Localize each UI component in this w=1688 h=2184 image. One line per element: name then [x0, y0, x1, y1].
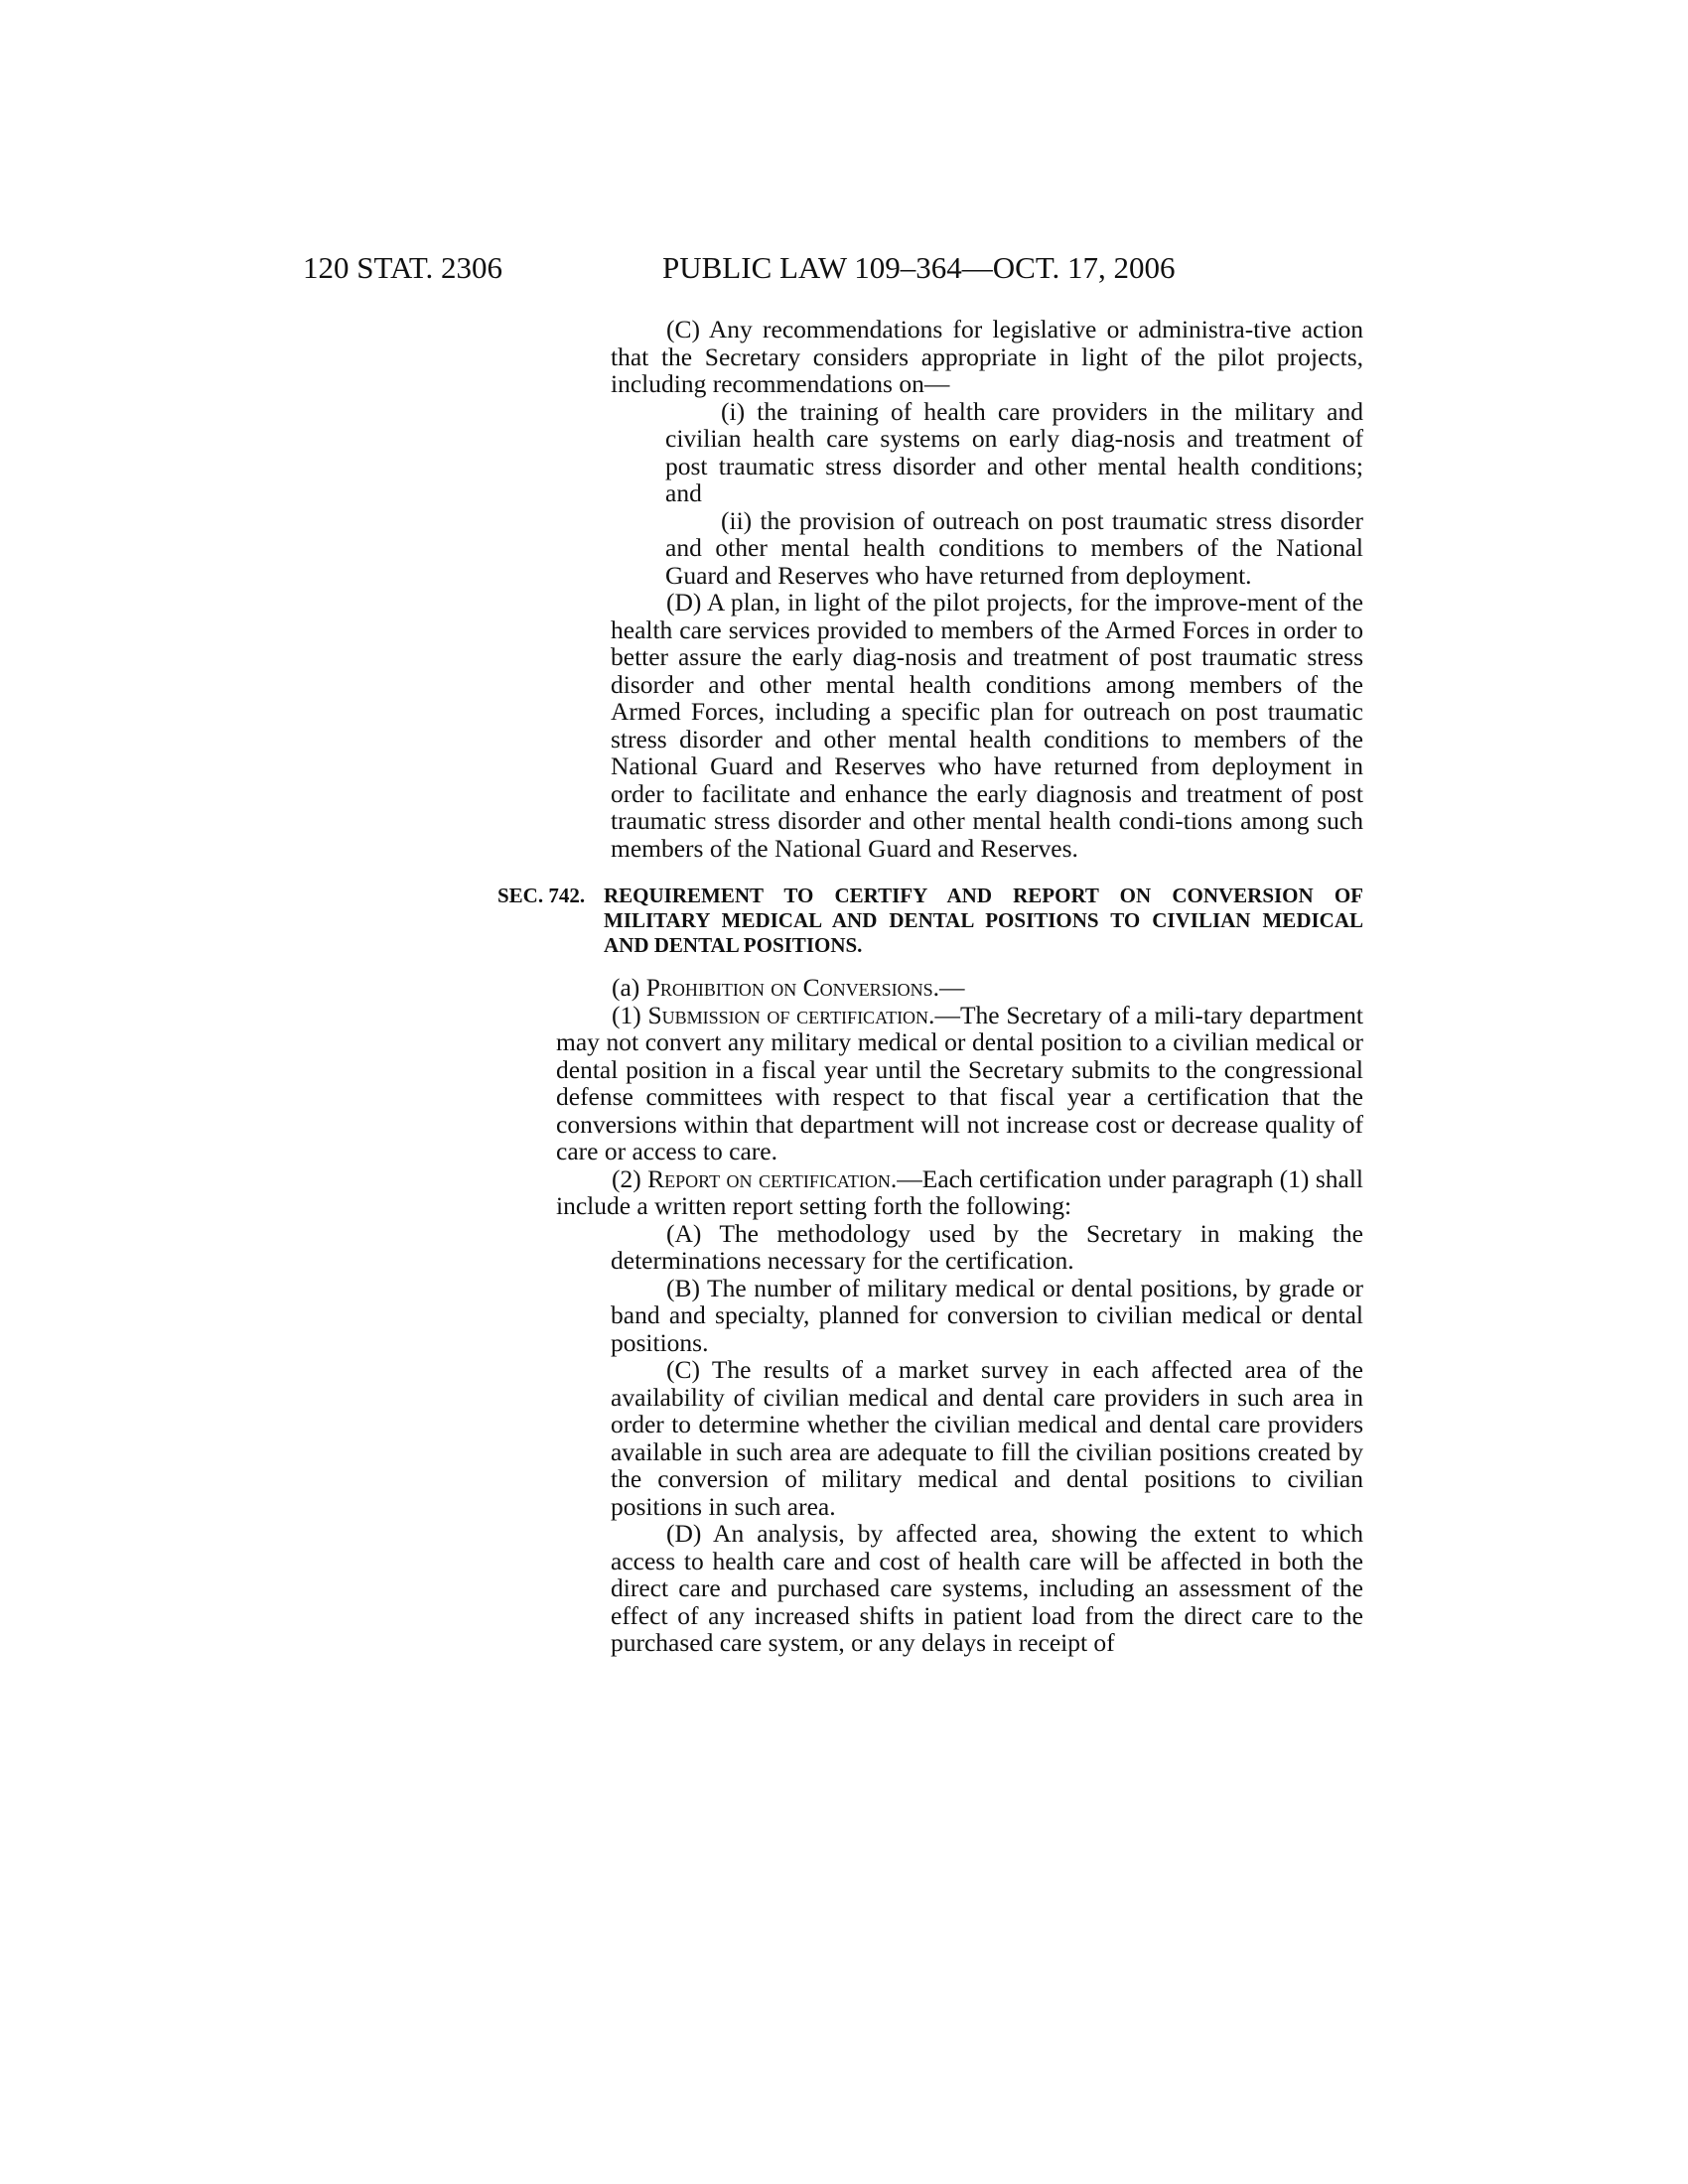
- statute-page-reference: 120 STAT. 2306: [303, 250, 503, 285]
- paragraph-d-plan: (D) A plan, in light of the pilot projects, for the improve-ment of the health care services provided to members of the Armed Forces in order to better assure the early diag-nosis and treatment of post traumatic stress disorder and other mental health conditions among members of the Armed Forces, including a specific plan for outreach on post traumatic stress disorder and other mental health conditions to members of the National Guard and Reserves who have returned from deployment in order to facilitate and enhance the early diagnosis and treatment of post traumatic stress disorder and other mental health condi-tions among such members of the National Guard and Reserves.: [611, 588, 1363, 863]
- body-text: [497, 315, 1363, 1657]
- clause-c-i: (i) the training of health care providers in the military and civilian health care systems on early diag-nosis and treatment of post traumatic stress disorder and other mental health conditions; and: [665, 396, 1363, 507]
- subsection-a: [556, 974, 1363, 1002]
- subsection-a-heading: Prohibition on Conversions.—: [645, 973, 965, 1002]
- subparagraph-d: (D) An analysis, by affected area, showing the extent to which access to health care and cost of health care will be affected in both the direct care and purchased care systems, including an assessment of the effect of any increased shifts in patient load from the direct care to the purchased care system, or any delays in receipt of: [611, 1519, 1363, 1657]
- section-number: SEC. 742.: [497, 884, 586, 907]
- paragraph-1: [556, 1002, 1363, 1165]
- section-heading: [497, 884, 1363, 958]
- subparagraph-b: (B) The number of military medical or dental positions, by grade or band and specialty, planned for conversion to civilian medical or dental positions.: [611, 1273, 1363, 1357]
- paragraph-2-heading: Report on certification.: [647, 1163, 898, 1193]
- paragraph-2-label: (2): [612, 1163, 641, 1193]
- clause-c-ii: (ii) the provision of outreach on post traumatic stress disorder and other mental health conditions to members of the National Guard and Reserves who have returned from deployment.: [665, 505, 1363, 590]
- paragraph-c-recommendations: (C) Any recommendations for legislative or administra-tive action that the Secretary considers appropriate in light of the pilot projects, including recommendations on—: [611, 315, 1363, 398]
- subparagraph-c: (C) The results of a market survey in each affected area of the availability of civilian medical and dental care providers in such area in order to determine whether the civilian medical and dental care providers available in such area are adequate to fill the civilian positions created by the conversion of military medical and dental positions to civilian positions in such area.: [611, 1355, 1363, 1521]
- subsection-a-label: (a): [612, 973, 640, 1002]
- subparagraph-a: (A) The methodology used by the Secretary in making the determinations necessary for the certification.: [611, 1218, 1363, 1275]
- page-header: [0, 250, 1688, 286]
- paragraph-1-label: (1): [612, 1000, 641, 1029]
- paragraph-1-heading: Submission of certification.: [647, 1000, 935, 1029]
- paragraph-2-text: —Each certification under paragraph (1) shall include a written report setting forth the following:: [556, 1163, 1363, 1220]
- paragraph-2: [556, 1165, 1363, 1220]
- section-title: REQUIREMENT TO CERTIFY AND REPORT ON CONVERSION OF MILITARY MEDICAL AND DENTAL POSITIONS TO CIVILIAN MEDICAL AND DENTAL POSITIONS.: [604, 884, 1363, 957]
- public-law-title: PUBLIC LAW 109–364—OCT. 17, 2006: [662, 250, 1176, 285]
- paragraph-1-text: —The Secretary of a mili-tary department may not convert any military medical or dental position to a civilian medical or dental position in a fiscal year until the Secretary submits to the congressional defense committees with respect to that fiscal year a certification that the conversions within that department will not increase cost or decrease quality of care or access to care.: [556, 1000, 1363, 1165]
